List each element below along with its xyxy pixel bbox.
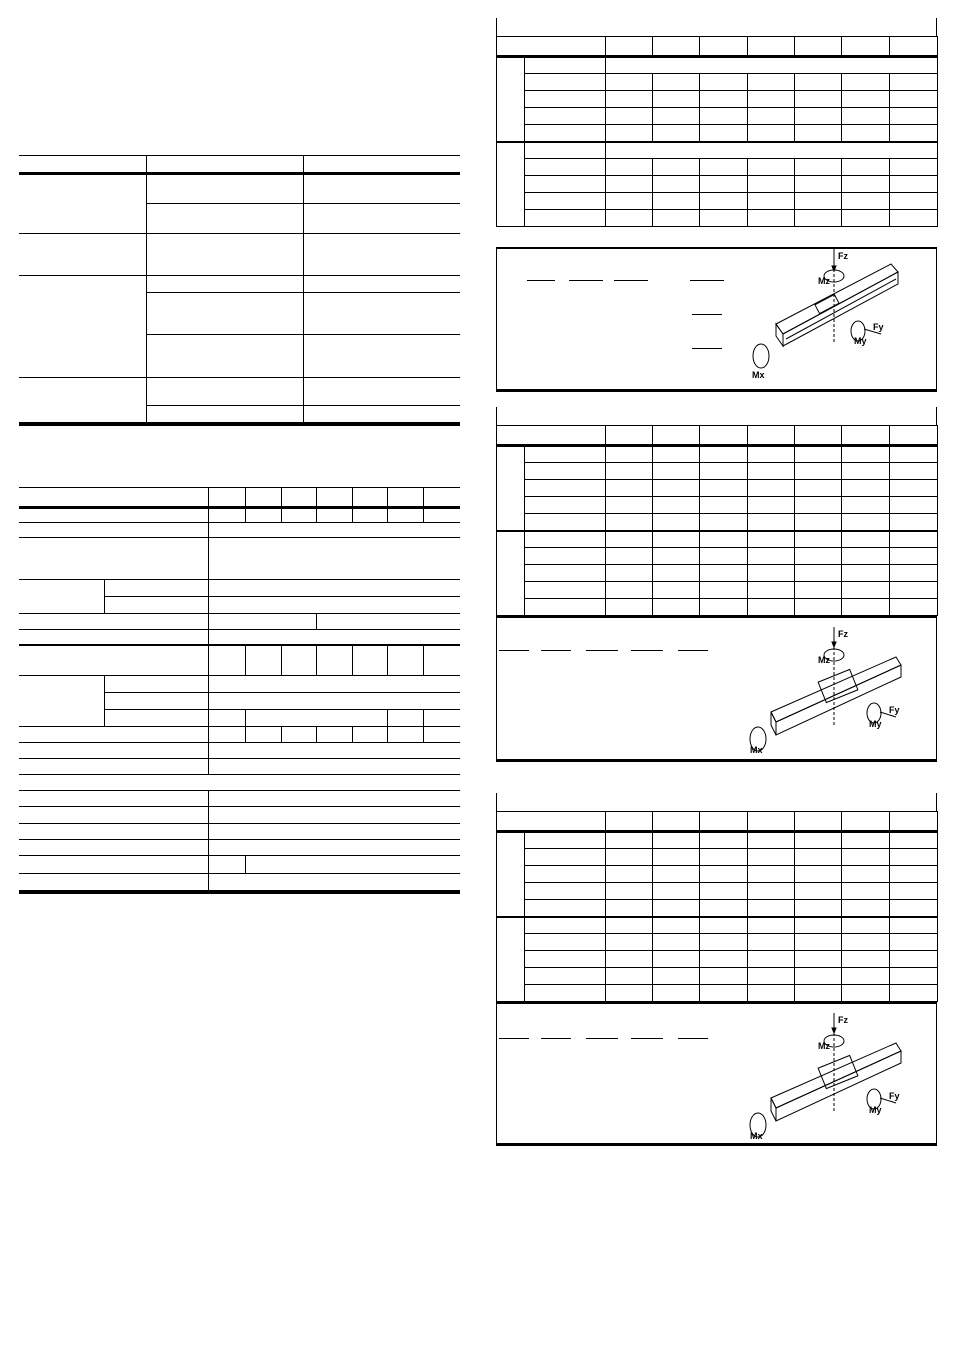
mz-label: Mz	[818, 1041, 830, 1051]
fz-label: Fz	[838, 251, 848, 261]
my-label: My	[869, 1105, 882, 1115]
axis-load-diagram	[746, 1003, 936, 1143]
mx-label: Mx	[752, 370, 765, 380]
mz-label: Mz	[818, 655, 830, 665]
axis-load-diagram	[746, 617, 936, 757]
table-bottom-rule	[19, 423, 460, 426]
left-table-1	[19, 155, 460, 426]
fz-label: Fz	[838, 1015, 848, 1025]
fy-label: Fy	[889, 705, 900, 715]
left-table-2	[19, 487, 460, 894]
mx-label: Mx	[750, 745, 763, 755]
my-label: My	[869, 719, 882, 729]
right-panel-1	[496, 18, 937, 380]
fy-label: Fy	[873, 322, 884, 332]
fz-label: Fz	[838, 629, 848, 639]
right-panel-3	[496, 793, 937, 1143]
mz-label: Mz	[818, 276, 830, 286]
table-bottom-rule	[19, 891, 460, 894]
axis-load-diagram	[746, 244, 936, 384]
mx-label: Mx	[750, 1131, 763, 1141]
my-label: My	[854, 336, 867, 346]
fy-label: Fy	[889, 1091, 900, 1101]
right-panel-2	[496, 407, 937, 759]
